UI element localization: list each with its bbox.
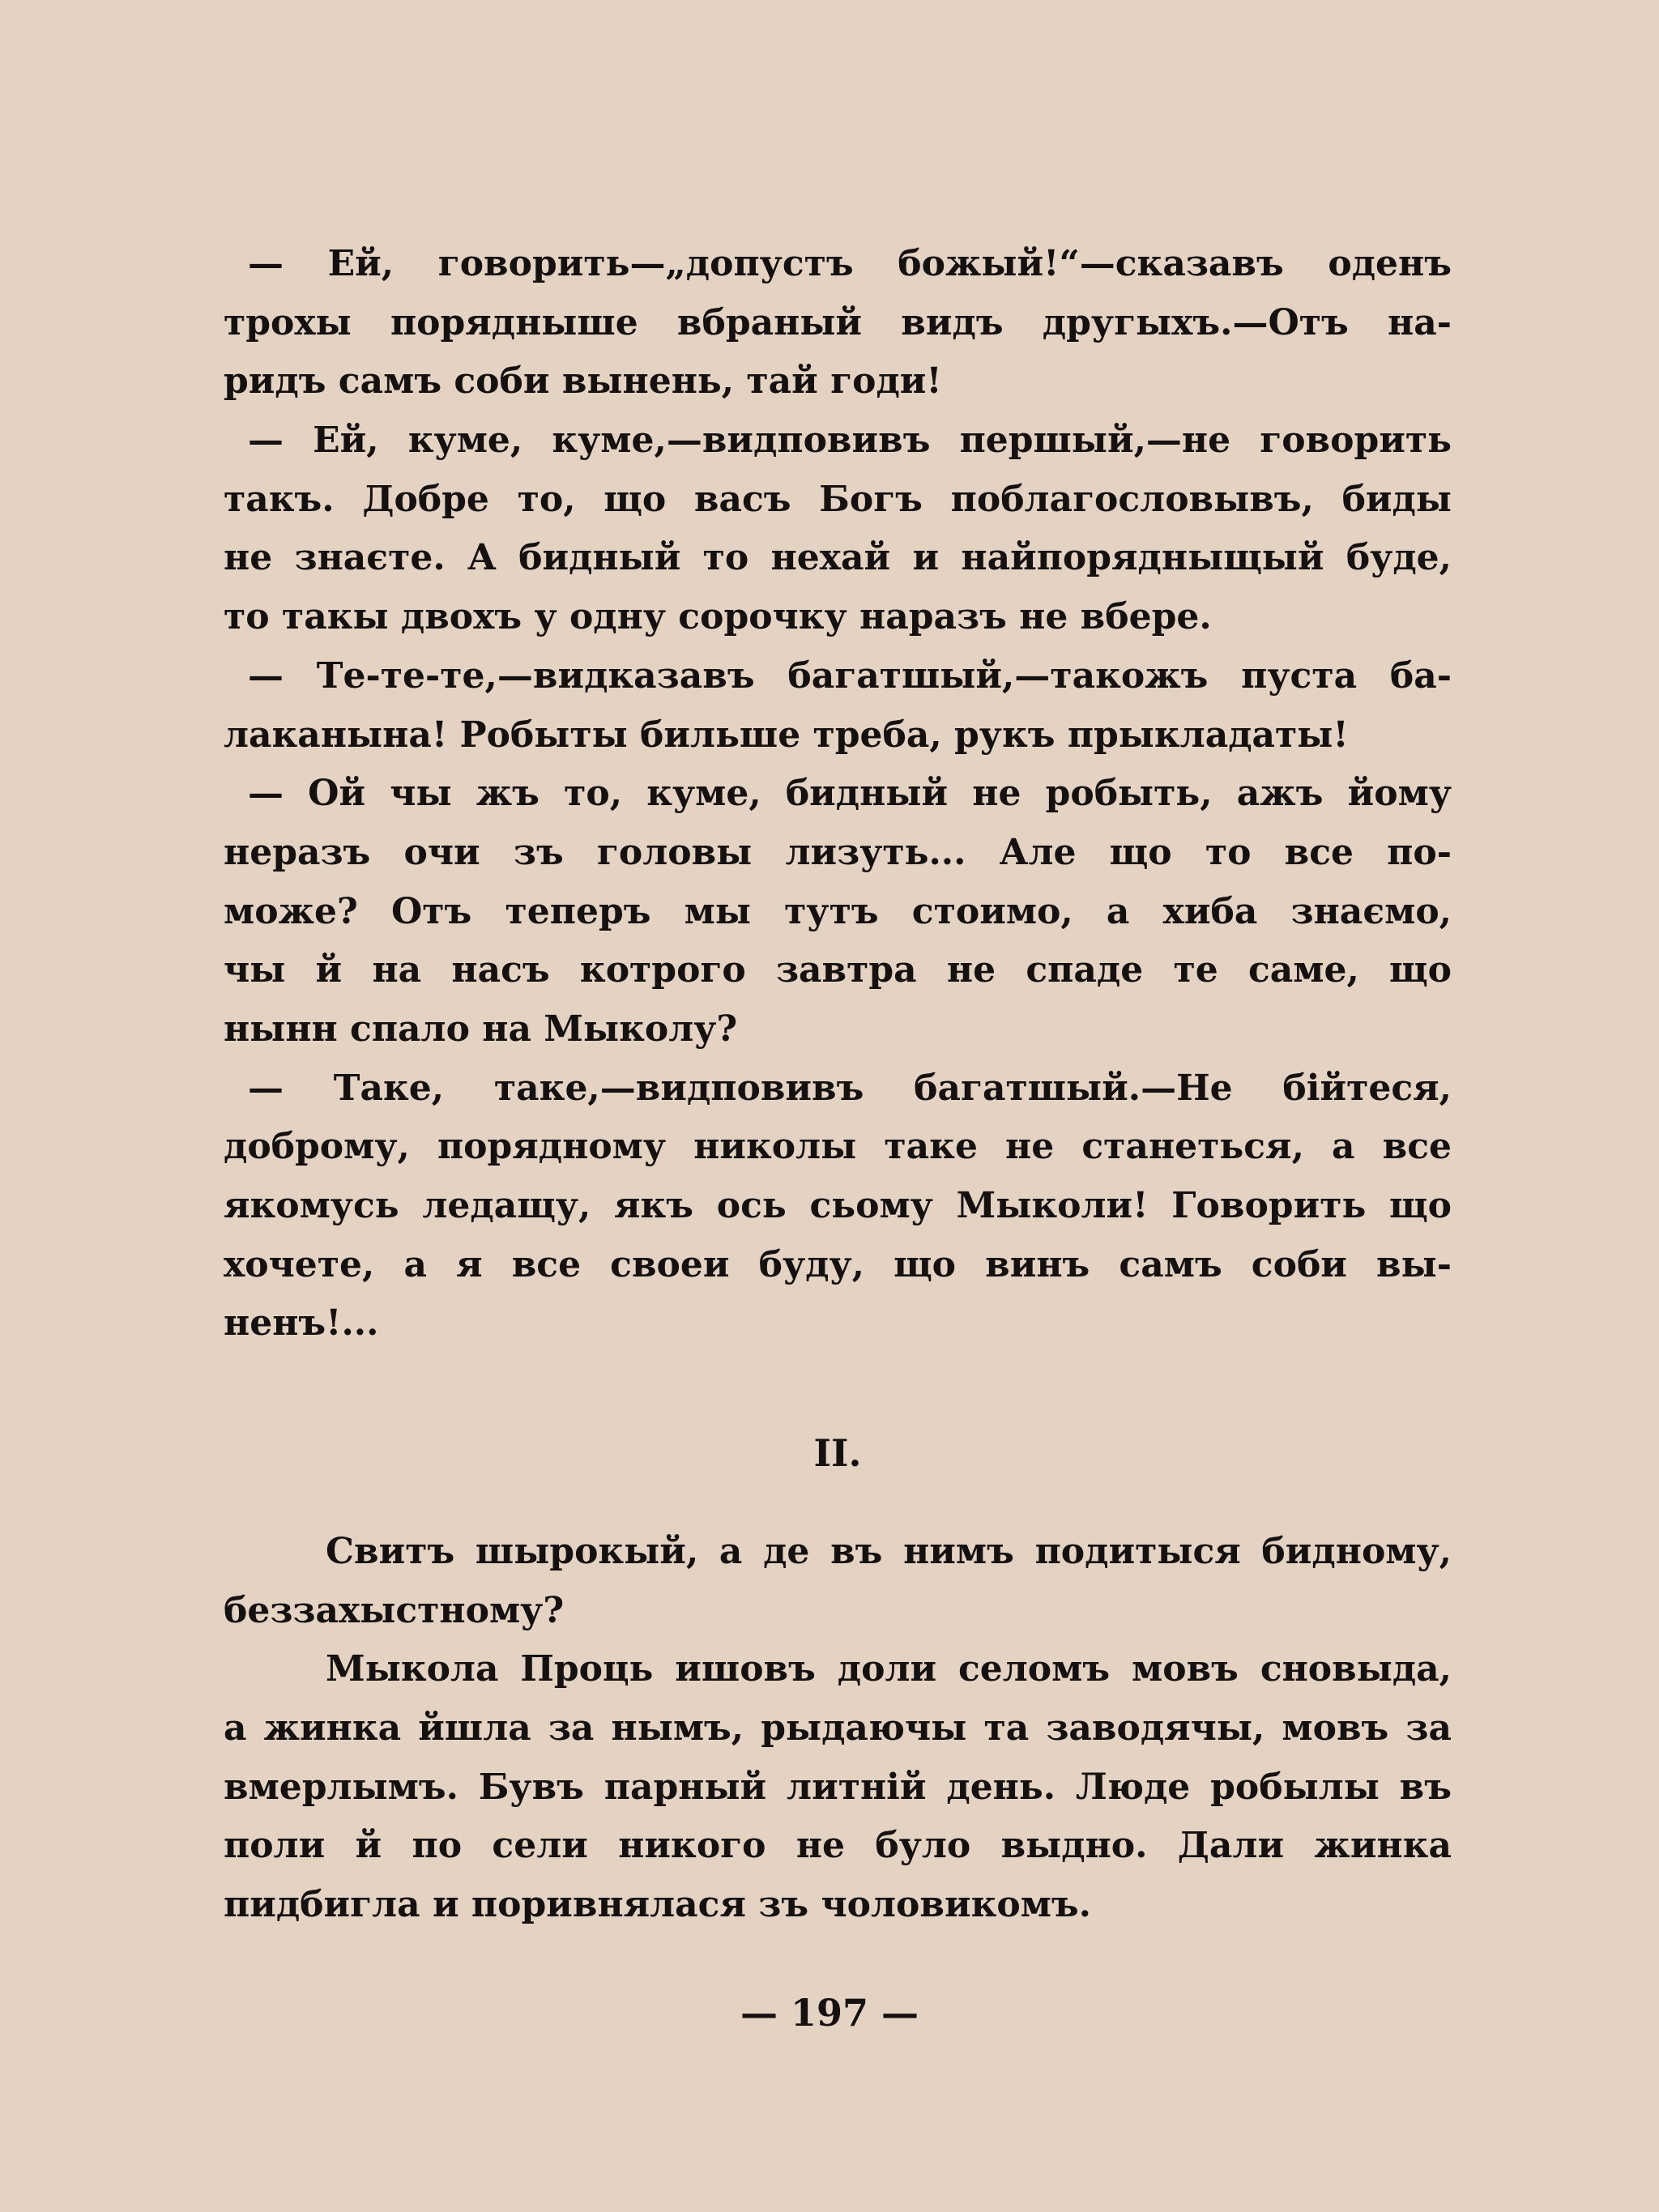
text-line: Свитъ шырокый, а де въ нимъ подитыся бидному, xyxy=(326,1531,1452,1572)
text-line: беззахыстному? xyxy=(224,1589,565,1631)
text-line: а жинка йшла за нымъ, рыдаючы та заводячы, мовъ за xyxy=(224,1707,1452,1750)
text-line: такъ. Добре то, що васъ Богъ поблагословывъ, биды xyxy=(224,478,1452,520)
text-line: трохы порядныше вбраный видъ другыхъ.—Отъ на- xyxy=(224,301,1452,343)
text-line: — Ей, говорить—„допустъ божый!“—сказавъ оденъ xyxy=(248,243,1452,284)
text-line: — Ой чы жъ то, куме, бидный не робыть, ажъ йому xyxy=(248,773,1452,815)
page-number: — 197 — xyxy=(740,1991,919,2035)
text-line: — Ей, куме, куме,—видповивъ першый,—не говорить xyxy=(248,420,1452,462)
text-line: ридъ самъ соби вынень, тай годи! xyxy=(224,360,942,403)
text-line: — Таке, таке,—видповивъ багатшый.—Не бійтеся, xyxy=(248,1067,1452,1109)
text-line: ненъ!... xyxy=(224,1302,379,1345)
text-line: нынн спало на Мыколу? xyxy=(224,1008,738,1050)
text-line: вмерлымъ. Бувъ парный литній день. Люде робылы въ xyxy=(224,1766,1452,1808)
text-line: то такы двохъ у одну сорочку наразъ не вбере. xyxy=(224,596,1212,638)
section-one-text xyxy=(224,235,1452,1353)
text-line: лаканына! Робыты бильше треба, рукъ прыкладаты! xyxy=(224,714,1349,756)
section-heading: II. xyxy=(813,1431,862,1475)
text-line: може? Отъ теперъ мы тутъ стоимо, а хиба знаємо, xyxy=(224,890,1452,932)
text-line: чы й на насъ котрого завтра не спаде те саме, що xyxy=(224,949,1452,991)
text-line: пидбигла и поривнялася зъ чоловикомъ. xyxy=(224,1884,1091,1926)
text-line: якомусь ледащу, якъ ось сьому Мыколи! Говорить що xyxy=(224,1185,1452,1226)
text-line: доброму, порядному николы таке не станеться, а все xyxy=(224,1126,1452,1168)
text-line: поли й по сели никого не було выдно. Дали жинка xyxy=(224,1825,1452,1867)
text-line: неразъ очи зъ головы лизуть... Але що то все по- xyxy=(224,831,1452,873)
text-line: не знаєте. А бидный то нехай и найпорядныщый буде, xyxy=(224,537,1452,579)
text-line: хочете, а я все своеи буду, що винъ самъ соби вы- xyxy=(224,1243,1452,1285)
text-line: — Те-те-те,—видказавъ багатшый,—такожъ пуста ба- xyxy=(248,654,1452,697)
section-two-text xyxy=(224,1523,1452,1935)
text-line: Мыкола Проць ишовъ доли селомъ мовъ сновыда, xyxy=(326,1648,1452,1690)
